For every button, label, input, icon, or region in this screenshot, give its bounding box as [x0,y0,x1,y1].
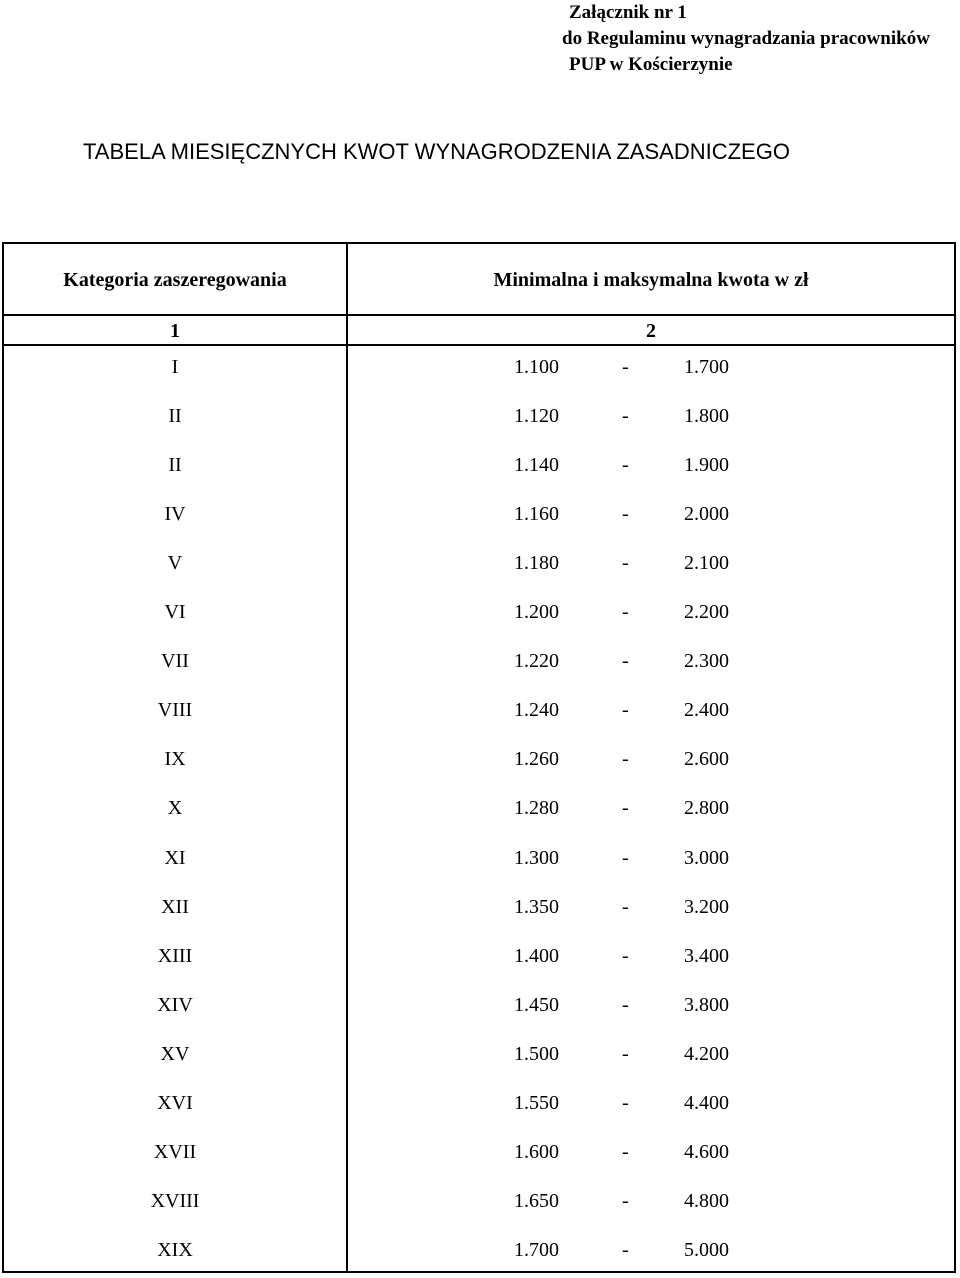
table-row [4,689,954,738]
row-min-amount: 1.100 [514,356,559,378]
row-category: I [171,356,179,378]
row-range-separator: - [622,1140,629,1163]
row-max-amount: 3.400 [684,944,729,967]
row-category: VIII [157,699,193,722]
table-row [4,444,954,493]
row-max-amount: 4.800 [684,1189,729,1212]
row-min-amount: 1.220 [514,650,559,673]
column-header-amount: Minimalna i maksymalna kwota w zł [493,268,809,291]
row-category: VI [164,601,186,624]
row-min-amount: 1.140 [514,454,559,477]
row-max-amount: 2.600 [684,748,729,771]
table-row [4,542,954,591]
row-min-amount: 1.300 [514,846,559,869]
row-min-amount: 1.350 [514,895,559,918]
column-number-1: 1 [170,319,180,342]
row-max-amount: 1.800 [684,405,729,428]
table-row [4,787,954,836]
column-header-category: Kategoria zaszeregowania [63,268,287,291]
row-max-amount: 3.200 [684,895,729,918]
row-min-amount: 1.200 [514,601,559,624]
row-max-amount: 4.600 [684,1140,729,1163]
row-category: XVIII [150,1189,200,1212]
row-max-amount: 4.400 [684,1091,729,1114]
attachment-number: Załącznik nr 1 [569,2,687,23]
row-max-amount: 2.200 [684,601,729,624]
row-range-separator: - [622,356,629,378]
row-range-separator: - [622,503,629,526]
row-max-amount: 3.800 [684,993,729,1016]
table-row [4,1180,954,1229]
row-range-separator: - [622,846,629,869]
row-category: XI [164,846,186,869]
row-range-separator: - [622,944,629,967]
row-min-amount: 1.160 [514,503,559,526]
row-category: V [167,552,183,575]
row-category: XIX [157,1238,193,1261]
row-max-amount: 2.000 [684,503,729,526]
row-category: VII [161,650,189,673]
row-max-amount: 1.900 [684,454,729,477]
row-category: IX [164,748,186,771]
row-range-separator: - [622,650,629,673]
row-range-separator: - [622,1042,629,1065]
table-row [4,1033,954,1082]
table-row [4,886,954,935]
attachment-office: PUP w Kościerzynie [569,54,733,75]
table-row [4,935,954,984]
row-category: XII [161,895,189,918]
row-range-separator: - [622,797,629,820]
row-category: II [168,405,182,428]
row-min-amount: 1.280 [514,797,559,820]
row-max-amount: 2.400 [684,699,729,722]
row-category: II [168,454,182,477]
table-row [4,738,954,787]
row-min-amount: 1.700 [514,1238,559,1261]
row-min-amount: 1.650 [514,1189,559,1212]
row-min-amount: 1.450 [514,993,559,1016]
row-category: IV [164,503,186,526]
row-category: XVII [153,1140,197,1163]
table-row [4,1082,954,1131]
row-range-separator: - [622,699,629,722]
row-range-separator: - [622,748,629,771]
table-row [4,837,954,886]
row-max-amount: 2.300 [684,650,729,673]
table-row [4,591,954,640]
table-row [4,1131,954,1180]
row-max-amount: 4.200 [684,1042,729,1065]
salary-table [2,242,956,1273]
row-range-separator: - [622,552,629,575]
table-row [4,395,954,444]
row-min-amount: 1.260 [514,748,559,771]
attachment-note [562,0,960,78]
row-range-separator: - [622,454,629,477]
row-min-amount: 1.180 [514,552,559,575]
row-min-amount: 1.500 [514,1042,559,1065]
table-row [4,1229,954,1278]
row-range-separator: - [622,601,629,624]
row-range-separator: - [622,895,629,918]
row-category: XV [160,1042,190,1065]
row-max-amount: 5.000 [684,1238,729,1261]
row-category: XIV [157,993,193,1016]
column-number-2: 2 [646,319,656,342]
row-category: XVI [157,1091,193,1114]
table-row [4,346,954,395]
row-min-amount: 1.240 [514,699,559,722]
row-category: X [167,797,183,820]
row-max-amount: 2.100 [684,552,729,575]
row-range-separator: - [622,1189,629,1212]
attachment-regulation: do Regulaminu wynagradzania pracowników [562,28,930,49]
table-row [4,984,954,1033]
row-max-amount: 3.000 [684,846,729,869]
row-range-separator: - [622,1238,629,1261]
row-min-amount: 1.600 [514,1140,559,1163]
document-title: TABELA MIESIĘCZNYCH KWOT WYNAGRODZENIA ZASADNICZEGO [83,139,790,164]
row-max-amount: 1.700 [684,356,729,378]
row-category: XIII [157,944,193,967]
table-row [4,640,954,689]
row-range-separator: - [622,1091,629,1114]
row-min-amount: 1.550 [514,1091,559,1114]
row-min-amount: 1.120 [514,405,559,428]
row-range-separator: - [622,993,629,1016]
row-min-amount: 1.400 [514,944,559,967]
row-max-amount: 2.800 [684,797,729,820]
row-range-separator: - [622,405,629,428]
table-row [4,493,954,542]
